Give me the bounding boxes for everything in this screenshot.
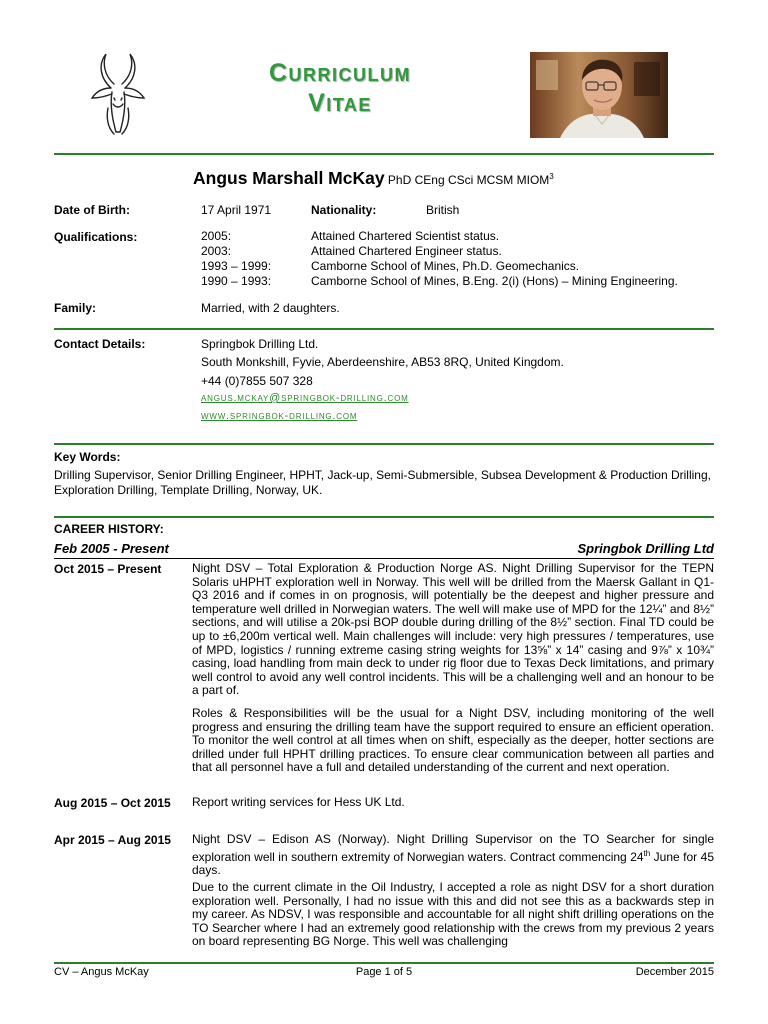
contact-label: Contact Details: [54, 337, 146, 351]
career-company: Springbok Drilling Ltd [577, 541, 714, 556]
qualification-year: 1993 – 1999: [201, 259, 272, 273]
entry-paragraph: Report writing services for Hess UK Ltd. [192, 795, 405, 809]
dob-label: Date of Birth: [54, 203, 130, 217]
footer-date: December 2015 [635, 966, 714, 978]
qualification-year: 2005: [201, 229, 232, 243]
entry-paragraph: Night DSV – Total Exploration & Production Norge AS. Night Drilling Supervisor for the TEPN Solaris uHPHT exploration well in Norway. This well will be drilled from the Maersk Gallant in Q1-Q3 2016 and if comes in on prognosis, will potentially be the deepest and higher pressure and temperature well drilled in Norwegian waters. The well will make use of MPD for the 12¼” and 8½” sections, and will utilise a 20k-psi BOP double during drilling of the 8½” section. Final TD could be up to ±6,200m vertical well. Main challenges will include: very high pressures / temperatures, use of MPD, logistics / running extreme casing string weights for 13⅝” x 14” casing and 9⅞” x 10¾” casing, load handling from main deck to under rig floor due to Texas Deck limitations, and primary well control to avoid any well control incidents. This will be a challenging well and an honour to be a part of. [192, 561, 714, 698]
entry-paragraph: Roles & Responsibilities will be the usual for a Night DSV, including monitoring of the well progress and ensuring the drilling team have the support required to ensure an efficient operation. To monitor the well control at all times when on shift, especially as the deeper, hotter sections are drilled under full HPHT drilling practices. To ensure clear communication between all parties and that all personnel have a full and detailed understanding of the current and next operation. [192, 706, 714, 775]
dob-value: 17 April 1971 [201, 203, 272, 217]
footer-left: CV – Angus McKay [54, 966, 149, 978]
qualification-texts [311, 229, 678, 289]
cv-title-line2: Vitae [308, 89, 372, 117]
qualification-year: 2003: [201, 244, 232, 258]
postnominals: PhD CEng CSci MCSM MIOM$^3$ [387, 172, 554, 187]
keywords-label: Key Words: [54, 450, 121, 464]
contact-phone: +44 (0)7855 507 328 [201, 374, 313, 388]
entry-paragraph: Due to the current climate in the Oil Industry, I accepted a role as night DSV for a short duration exploration well. Personally, I had no issue with this and did not see this as a backwards step in my career. As NDSV, I was responsible and accountable for all night shift drilling operations on the TO Searcher where I had an extremely good relationship with the crews from my previous 2 years on board representing BG Norge. This well was challenging [192, 880, 714, 949]
nationality-label: Nationality: [311, 203, 377, 217]
qualification-years [201, 229, 271, 289]
contact-address: South Monkshill, Fyvie, Aberdeenshire, AB53 8RQ, United Kingdom. [201, 355, 564, 369]
family-value: Married, with 2 daughters. [201, 301, 340, 315]
keywords-text: Drilling Supervisor, Senior Drilling Engineer, HPHT, Jack-up, Semi-Submersible, Subsea Development & Production Drilling, Exploration Drilling, Template Drilling, Norway, UK. [54, 468, 711, 497]
entry-date: Aug 2015 – Oct 2015 [54, 796, 171, 810]
entry-date: Oct 2015 – Present [54, 562, 162, 576]
qualification-text: Camborne School of Mines, B.Eng. 2(i) (Hons) – Mining Engineering. [311, 274, 678, 288]
family-label: Family: [54, 301, 97, 315]
section-divider [54, 328, 714, 330]
entry-date: Apr 2015 – Aug 2015 [54, 833, 171, 847]
email-link[interactable]: angus.mckay@springbok-drilling.com [201, 392, 409, 404]
qualifications-label: Qualifications: [54, 230, 138, 244]
website-link[interactable]: www.springbok-drilling.com [201, 410, 358, 422]
footer-divider [54, 962, 714, 964]
contact-company: Springbok Drilling Ltd. [201, 337, 319, 351]
full-name: Angus Marshall McKay [193, 168, 385, 188]
section-divider [54, 516, 714, 518]
springbok-head-icon [78, 48, 158, 140]
section-divider [54, 443, 714, 445]
portrait-photo [530, 52, 668, 138]
period-divider [54, 558, 714, 559]
name-line [193, 168, 554, 189]
header-divider [54, 153, 714, 155]
entry-paragraph: Night DSV – Edison AS (Norway). Night Drilling Supervisor on the TO Searcher for single exploration well in southern extremity of Norwegian waters. Contract commencing 24th June for 45 days. [192, 832, 714, 878]
career-period: Feb 2005 - Present [54, 541, 169, 556]
career-heading: CAREER HISTORY: [54, 522, 164, 536]
qualification-text: Attained Chartered Engineer status. [311, 244, 502, 258]
qualification-text: Attained Chartered Scientist status. [311, 229, 500, 243]
cv-title-line1: Curriculum [268, 59, 412, 87]
footer-page-number: Page 1 of 5 [355, 966, 413, 978]
qualification-year: 1990 – 1993: [201, 274, 272, 288]
cv-title [215, 58, 465, 118]
nationality-value: British [426, 203, 460, 217]
qualification-text: Camborne School of Mines, Ph.D. Geomechanics. [311, 259, 580, 273]
